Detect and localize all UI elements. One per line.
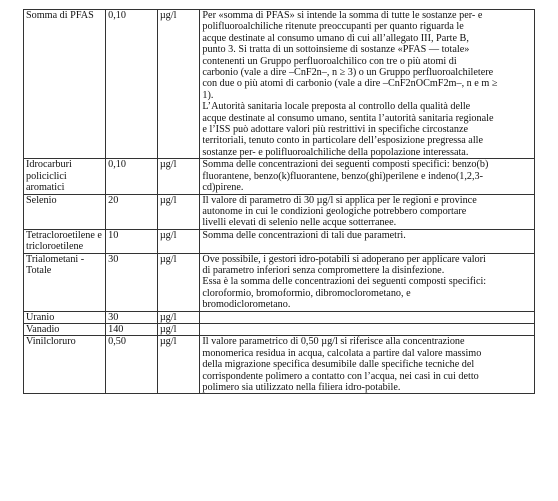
parameter-name: Vinilcloruro [24,336,106,394]
note-line: cloroformio, bromoformio, dibromoclorometano, e [202,287,411,299]
note-line: Somma delle concentrazioni di tali due parametri. [202,229,406,241]
parameter-value: 30 [106,311,158,323]
note-line: e l’ISS può adottare valori più restrittivi in specifiche circostanze [202,124,469,136]
table-row [24,311,535,323]
parameter-unit: µg/l [157,311,200,323]
parameter-name: Vanadio [24,323,106,335]
note-line: livelli elevati di selenio nelle acque sotterranee. [202,217,397,229]
note-line: Somma delle concentrazioni dei seguenti composti specifici: benzo(b) [202,159,489,171]
parameter-name: Idrocarburi policiclici aromatici [24,159,106,194]
parameter-name: Trialometani - Totale [24,253,106,311]
note-line: polifluoroalchiliche ritenute preoccupanti per quanto riguarda le [202,21,464,33]
parameter-unit: µg/l [157,229,200,253]
table-row [24,253,535,311]
note-line: L’Autorità sanitaria locale preposta al controllo della qualità delle [202,101,471,113]
table-row [24,194,535,229]
parameter-unit: µg/l [157,253,200,311]
note-line: autonome in cui le condizioni geologiche potrebbero comportare [202,205,467,217]
parameter-name: Somma di PFAS [24,10,106,159]
note-line: 1). [202,89,214,101]
note-line: sostanze per- e polifluoroalchiliche della popolazione interessata. [202,146,469,158]
note-line: Il valore di parametro di 30 µg/l si applica per le regioni e province [202,194,477,206]
table-row [24,323,535,335]
parameters-table [23,9,535,394]
parameter-unit: µg/l [157,194,200,229]
parameter-unit: µg/l [157,336,200,394]
note-line: corrispondente polimero a contatto con l’acqua, nei casi in cui detto [202,370,479,382]
note-line: Il valore parametrico di 0,50 µg/l si riferisce alla concentrazione [202,336,465,348]
parameter-note [200,194,535,229]
note-line: carbonio (vale a dire –CnF2n–, n ≥ 3) o un Gruppo perfluoroalchiletere [202,67,494,79]
note-line: di parametro inferiori senza compromettere la disinfezione. [202,264,445,276]
note-line: Essa è la somma delle concentrazioni dei seguenti composti specifici: [202,276,487,288]
parameter-name: Tetracloroetilene e tricloroetilene [24,229,106,253]
parameter-name: Uranio [24,311,106,323]
note-line: territoriali, tenuto conto in particolare dell’esposizione pregressa alle [202,135,484,147]
table-row [24,10,535,159]
note-line: acque destinate al consumo umano, sentita l’autorità sanitaria regionale [202,112,494,124]
parameters-table-body [24,10,535,394]
parameter-note [200,10,535,159]
table-row [24,336,535,394]
parameter-value: 10 [106,229,158,253]
note-line: monomerica residua in acqua, calcolata a partire dal valore massimo [202,347,482,359]
note-line: acque destinate al consumo umano di cui all’allegato III, Parte B, [202,32,469,44]
parameter-note [200,311,535,323]
parameter-note [200,159,535,194]
table-row [24,159,535,194]
note-line: fluorantene, benzo(k)fluorantene, benzo(ghi)perilene e indeno(1,2,3- [202,170,483,182]
note-line: polimero sia utilizzato nella filiera idro-potabile. [202,382,401,393]
note-line: con due o più atomi di carbonio (vale a dire –CnF2nOCmF2m–, n e m ≥ [202,78,498,90]
table-row [24,229,535,253]
parameter-value: 140 [106,323,158,335]
note-line: cd)pirene. [202,182,244,194]
note-line: punto 3. Si tratta di un sottoinsieme di sostanze «PFAS — totale» [202,44,470,56]
parameter-unit: µg/l [157,323,200,335]
parameter-value: 0,50 [106,336,158,394]
parameter-value: 30 [106,253,158,311]
note-line: Ove possibile, i gestori idro-potabili si adoperano per applicare valori [202,253,486,265]
parameter-name: Selenio [24,194,106,229]
parameter-value: 0,10 [106,159,158,194]
note-line: bromodiclorometano. [202,299,291,311]
parameter-value: 0,10 [106,10,158,159]
parameter-note [200,229,535,253]
note-line: Per «somma di PFAS» si intende la somma di tutte le sostanze per- e [202,10,483,21]
note-line: della migrazione specifica desumibile dalle specifiche tecniche del [202,359,475,371]
parameter-unit: µg/l [157,159,200,194]
parameter-note [200,336,535,394]
parameter-unit: µg/l [157,10,200,159]
parameter-note [200,323,535,335]
parameter-note [200,253,535,311]
note-line: contenenti un Gruppo perfluoroalchilico con tre o più atomi di [202,55,457,67]
parameter-value: 20 [106,194,158,229]
